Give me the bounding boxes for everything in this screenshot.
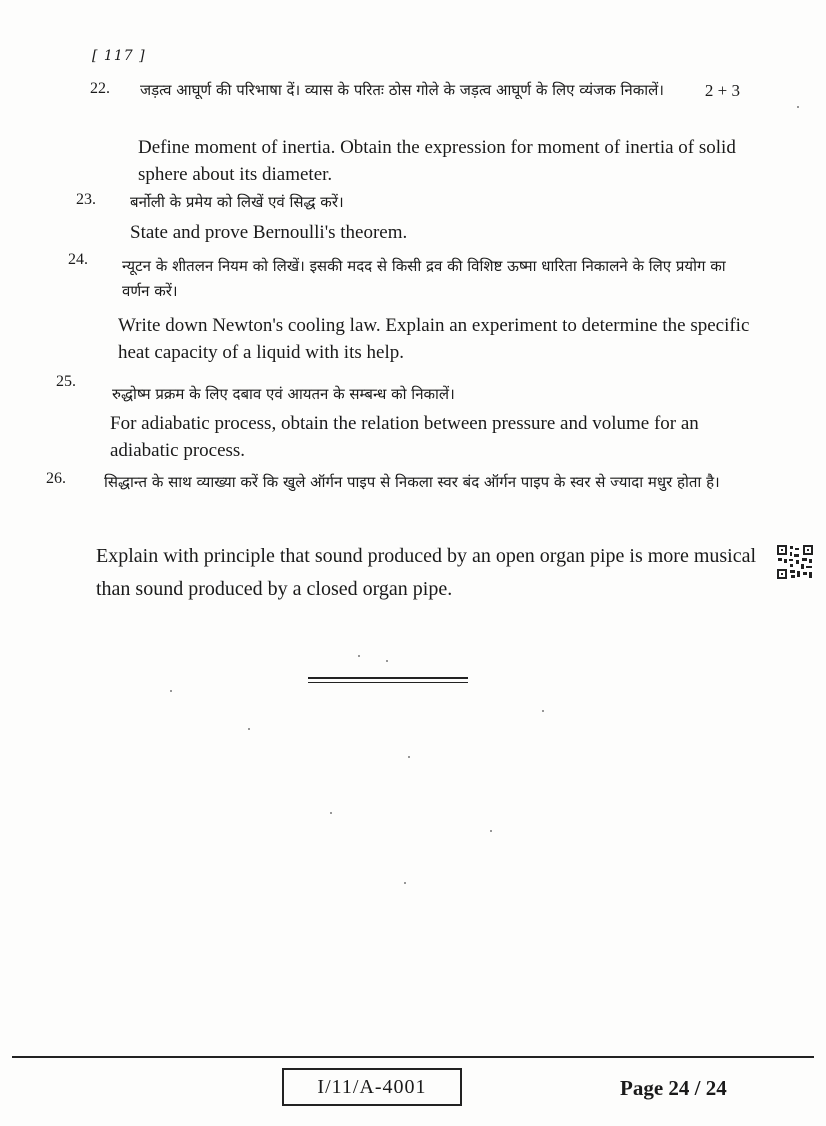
scan-speck (330, 812, 332, 814)
scan-speck (542, 710, 544, 712)
scan-speck (404, 882, 406, 884)
scan-speck (490, 830, 492, 832)
scan-speck (408, 756, 410, 758)
question-26-hindi: सिद्धान्त के साथ व्याख्या करें कि खुले ऑर्गन पाइप से निकला स्वर बंद ऑर्गन पाइप के स्वर से ज्यादा मधुर होता है। (104, 473, 720, 491)
question-number-22: 22. (90, 80, 110, 97)
question-24-english: Write down Newton's cooling law. Explain an experiment to determine the specific heat capacity of a liquid with its help. (118, 315, 750, 363)
question-23-hindi: बर्नोली के प्रमेय को लिखें एवं सिद्ध करें। (130, 193, 344, 211)
page-number: Page 24 / 24 (620, 1076, 727, 1100)
question-22 (140, 78, 740, 103)
scan-speck (797, 106, 799, 108)
question-number-23: 23. (76, 191, 96, 208)
question-24-hindi: न्यूटन के शीतलन नियम को लिखें। इसकी मदद से किसी द्रव की विशिष्ट ऊष्मा धारिता निकालने के लिए प्रयोग का वर्णन करें। (122, 257, 726, 300)
qr-code-icon (776, 544, 814, 580)
end-divider-bottom (308, 682, 468, 683)
question-22-english: Define moment of inertia. Obtain the expression for moment of inertia of solid sphere about its diameter. (138, 137, 736, 185)
question-26-english: Explain with principle that sound produced by an open organ pipe is more musical than sound produced by a closed organ pipe. (96, 545, 757, 600)
scan-speck (170, 690, 172, 692)
question-23-english: State and prove Bernoulli's theorem. (130, 222, 408, 243)
footer-rule (12, 1056, 814, 1058)
scan-speck (386, 660, 388, 662)
scan-speck (358, 655, 360, 657)
scan-speck (248, 728, 250, 730)
end-divider-top (308, 677, 468, 679)
question-number-25: 25. (56, 373, 76, 390)
question-22-marks: 2 + 3 (704, 81, 740, 100)
question-number-24: 24. (68, 251, 88, 268)
paper-code: I/11/A-4001 (282, 1068, 462, 1106)
page-code: [ 117 ] (92, 48, 146, 64)
question-25-english: For adiabatic process, obtain the relation between pressure and volume for an adiabatic process. (110, 413, 699, 461)
question-25-hindi: रुद्धोष्म प्रक्रम के लिए दबाव एवं आयतन के सम्बन्ध को निकालें। (112, 385, 455, 403)
question-22-hindi: जड़त्व आघूर्ण की परिभाषा दें। व्यास के परितः ठोस गोले के जड़त्व आघूर्ण के लिए व्यंजक निकालें। 2 + 3 (140, 78, 740, 103)
question-number-26: 26. (46, 470, 66, 487)
